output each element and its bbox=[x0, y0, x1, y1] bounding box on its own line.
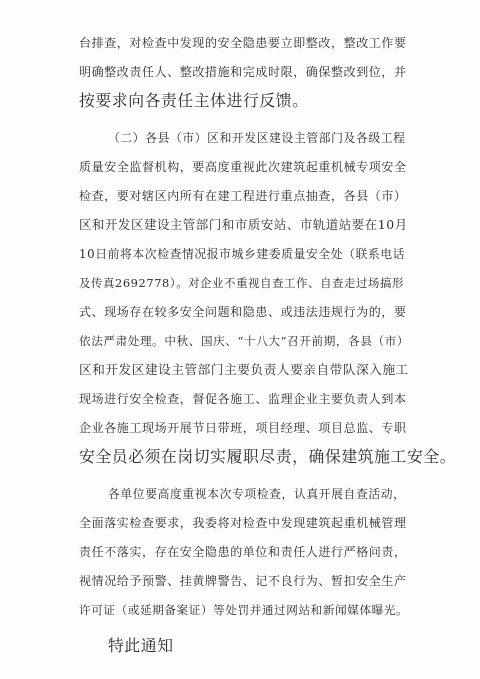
text-line-11: 依法严肃处理。中秋、国庆、“十八大”召开前期，各县（市） bbox=[79, 334, 410, 348]
text-line-18: 责任不落实，存在安全隐患的单位和责任人进行严格问责， bbox=[79, 545, 407, 559]
text-line-1: 台排查，对检查中发现的安全隐患要立即整改，整改工作要 bbox=[79, 36, 407, 50]
text-line-16: 各单位要高度重视本次专项检查，认真开展自查活动， bbox=[108, 487, 406, 501]
text-line-19: 视情况给予预警、挂黄牌警告、记不良行为、暂扣安全生产 bbox=[79, 574, 407, 588]
text-line-5: 质量安全监督机构，要高度重视此次建筑起重机械专项安全 bbox=[79, 160, 407, 174]
text-line-7: 区和开发区建设主管部门和市质安站、市轨道站要在10月 bbox=[79, 217, 408, 232]
text-line-8: 10日前将本次检查情况报市城乡建委质量安全处（联系电话 bbox=[79, 247, 406, 261]
text-line-10: 式、现场存在较多安全问题和隐患、或违法违规行为的，要 bbox=[79, 305, 407, 319]
text-line-6: 检查，要对辖区内所有在建工程进行重点抽查，各县（市） bbox=[79, 189, 407, 203]
text-line-15: 安全员必须在岗切实履职尽责，确保建筑施工安全。 bbox=[79, 447, 457, 466]
closing-line: 特此通知 bbox=[108, 636, 174, 655]
text-line-20: 许可证（或延期备案证）等处罚并通过网站和新闻媒体曝光。 bbox=[79, 603, 409, 617]
text-line-9: 及传真2692778）。对企业不重视自查工作、自查走过场搞形 bbox=[79, 276, 405, 290]
text-line-17: 全面落实检查要求，我委将对检查中发现建筑起重机械管理 bbox=[79, 516, 407, 530]
text-line-14: 企业各施工现场开展节日带班，项目经理、项目总监、专职 bbox=[79, 421, 407, 435]
text-line-2: 明确整改责任人、整改措施和完成时限，确保整改到位，并 bbox=[79, 65, 407, 79]
text-line-3: 按要求向各责任主体进行反馈。 bbox=[79, 91, 309, 110]
text-line-13: 现场进行安全检查，督促各施工、监理企业主要负责人到本 bbox=[79, 392, 407, 406]
text-line-4: （二）各县（市）区和开发区建设主管部门及各级工程 bbox=[108, 131, 406, 145]
text-line-12: 区和开发区建设主管部门主要负责人要亲自带队深入施工 bbox=[79, 362, 409, 377]
